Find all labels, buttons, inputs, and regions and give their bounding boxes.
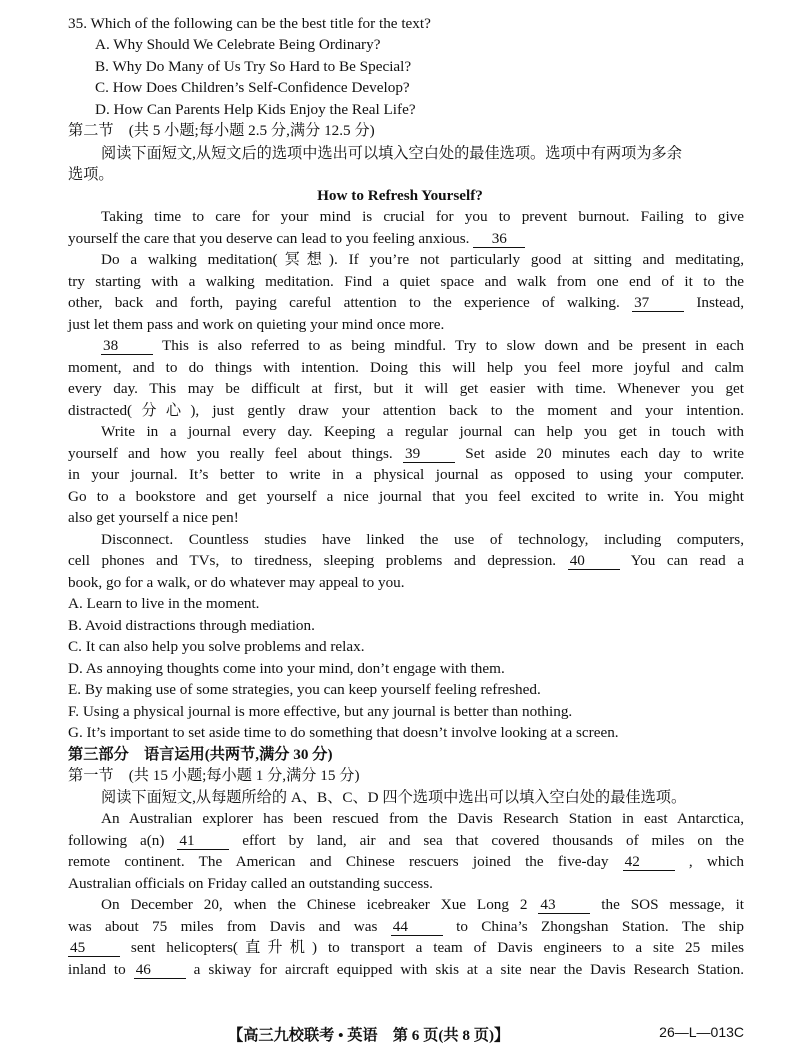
passage-line: book, go for a walk, or do whatever may appeal to you. bbox=[68, 574, 405, 591]
blank-40: 40 bbox=[568, 552, 620, 570]
passage-text: Set aside 20 minutes each day to write bbox=[465, 445, 745, 462]
passage-text: yourself the care that you deserve can lead to you feeling anxious. bbox=[68, 230, 470, 247]
section-2-option-a: A. Learn to live in the moment. bbox=[68, 595, 260, 612]
blank-45: 45 bbox=[68, 939, 120, 957]
blank-46: 46 bbox=[134, 961, 186, 979]
footer-code: 26—L—013C bbox=[659, 1024, 744, 1040]
passage-line bbox=[68, 960, 744, 980]
section-2-option-d: D. As annoying thoughts come into your mind, don’t engage with them. bbox=[68, 660, 505, 677]
passage-line bbox=[68, 852, 744, 872]
passage-text: the SOS message, it bbox=[601, 896, 745, 913]
blank-43: 43 bbox=[538, 896, 590, 914]
passage-text: was about 75 miles from Davis and was bbox=[68, 918, 378, 935]
passage-line: just let them pass and work on quieting your mind once more. bbox=[68, 316, 445, 333]
passage-line bbox=[68, 293, 744, 313]
passage-line: in your journal. It’s better to write in a physical journal as opposed to using your computer. bbox=[68, 466, 744, 483]
passage-text: This is also referred to as being mindful. Try to slow down and be present in each bbox=[161, 337, 744, 354]
passage-line: Taking time to care for your mind is crucial for you to prevent burnout. Failing to give bbox=[101, 208, 744, 225]
passage-line: Disconnect. Countless studies have linked the use of technology, including computers, bbox=[101, 531, 744, 548]
passage-line: every day. This may be difficult at first, but it will get easier with time. Whenever you get bbox=[68, 380, 744, 397]
passage-text: , which bbox=[688, 853, 745, 870]
passage-text: inland to bbox=[68, 961, 126, 978]
question-35-option-d: D. How Can Parents Help Kids Enjoy the Real Life? bbox=[95, 101, 416, 118]
passage-line: moment, and to do things with intention. Doing this will help you feel more joyful and calm bbox=[68, 359, 744, 376]
passage-text: You can read a bbox=[630, 552, 745, 569]
section-2-option-g: G. It’s important to set aside time to do something that doesn’t involve looking at a screen. bbox=[68, 724, 619, 741]
blank-42: 42 bbox=[623, 853, 675, 871]
passage-line bbox=[101, 336, 744, 356]
passage-text: sent helicopters(直升机) to transport a team of Davis engineers to a site 25 miles bbox=[130, 939, 745, 956]
passage-text: remote continent. The American and Chinese rescuers joined the five-day bbox=[68, 853, 609, 870]
part-3-instruction: 阅读下面短文,从每题所给的 A、B、C、D 四个选项中选出可以填入空白处的最佳选项。 bbox=[101, 789, 687, 806]
passage-text: On December 20, when the Chinese icebreaker Xue Long 2 bbox=[101, 896, 528, 913]
passage-text: yourself and how you really feel about things. bbox=[68, 445, 393, 462]
section-2-instruction: 阅读下面短文,从短文后的选项中选出可以填入空白处的最佳选项。选项中有两项为多余 bbox=[101, 145, 682, 162]
passage-text: effort by land, air and sea that covered thousands of miles on the bbox=[242, 832, 745, 849]
passage-text: cell phones and TVs, to tiredness, sleeping problems and depression. bbox=[68, 552, 557, 569]
passage-title: How to Refresh Yourself? bbox=[317, 187, 483, 204]
passage-text: Instead, bbox=[696, 294, 745, 311]
passage-text: to China’s Zhongshan Station. The ship bbox=[456, 918, 745, 935]
blank-37: 37 bbox=[632, 294, 684, 312]
passage-line: Go to a bookstore and get yourself a nice journal that you feel excited to write in. You might bbox=[68, 488, 744, 505]
passage-line: Australian officials on Friday called an outstanding success. bbox=[68, 875, 433, 892]
passage-line bbox=[68, 917, 744, 937]
section-2-heading: 第二节 (共 5 小题;每小题 2.5 分,满分 12.5 分) bbox=[68, 122, 375, 139]
section-2-option-b: B. Avoid distractions through mediation. bbox=[68, 617, 315, 634]
section-2-instruction-cont: 选项。 bbox=[68, 166, 114, 183]
passage-line: An Australian explorer has been rescued from the Davis Research Station in east Antarctica, bbox=[101, 810, 744, 827]
page-footer bbox=[0, 1024, 800, 1046]
blank-39: 39 bbox=[403, 445, 455, 463]
blank-38: 38 bbox=[101, 337, 153, 355]
blank-36: 36 bbox=[473, 230, 525, 248]
passage-line bbox=[68, 831, 744, 851]
passage-line bbox=[68, 444, 744, 464]
passage-line: distracted(分心), just gently draw your attention back to the moment and your intention. bbox=[68, 402, 744, 419]
footer-page-info: 【高三九校联考 • 英语 第 6 页(共 8 页)】 bbox=[228, 1027, 510, 1044]
blank-44: 44 bbox=[391, 918, 443, 936]
question-35-stem: 35. Which of the following can be the best title for the text? bbox=[68, 15, 431, 32]
passage-line bbox=[101, 895, 744, 915]
passage-line: also get yourself a nice pen! bbox=[68, 509, 239, 526]
passage-text: a skiway for aircraft equipped with skis at a site near the Davis Research Station. bbox=[193, 961, 744, 978]
section-2-option-f: F. Using a physical journal is more effective, but any journal is better than nothing. bbox=[68, 703, 573, 720]
section-2-option-e: E. By making use of some strategies, you can keep yourself feeling refreshed. bbox=[68, 681, 541, 698]
passage-text: following a(n) bbox=[68, 832, 165, 849]
passage-line: Write in a journal every day. Keeping a regular journal can help you get in touch with bbox=[101, 423, 744, 440]
passage-line bbox=[68, 551, 744, 571]
question-35-option-b: B. Why Do Many of Us Try So Hard to Be Special? bbox=[95, 58, 412, 75]
passage-line bbox=[68, 938, 744, 958]
blank-41: 41 bbox=[177, 832, 229, 850]
question-35-option-a: A. Why Should We Celebrate Being Ordinary? bbox=[95, 36, 381, 53]
passage-text: other, back and forth, paying careful attention to the experience of walking. bbox=[68, 294, 620, 311]
passage-line: Do a walking meditation(冥想). If you’re not particularly good at sitting and meditating, bbox=[101, 251, 744, 268]
part-3-subheading: 第一节 (共 15 小题;每小题 1 分,满分 15 分) bbox=[68, 767, 360, 784]
passage-line bbox=[68, 229, 744, 249]
section-2-option-c: C. It can also help you solve problems and relax. bbox=[68, 638, 365, 655]
passage-line: try starting with a walking meditation. Find a quiet space and walk from one end of it to the bbox=[68, 273, 744, 290]
part-3-heading: 第三部分 语言运用(共两节,满分 30 分) bbox=[68, 746, 333, 763]
question-35-option-c: C. How Does Children’s Self-Confidence Develop? bbox=[95, 79, 410, 96]
